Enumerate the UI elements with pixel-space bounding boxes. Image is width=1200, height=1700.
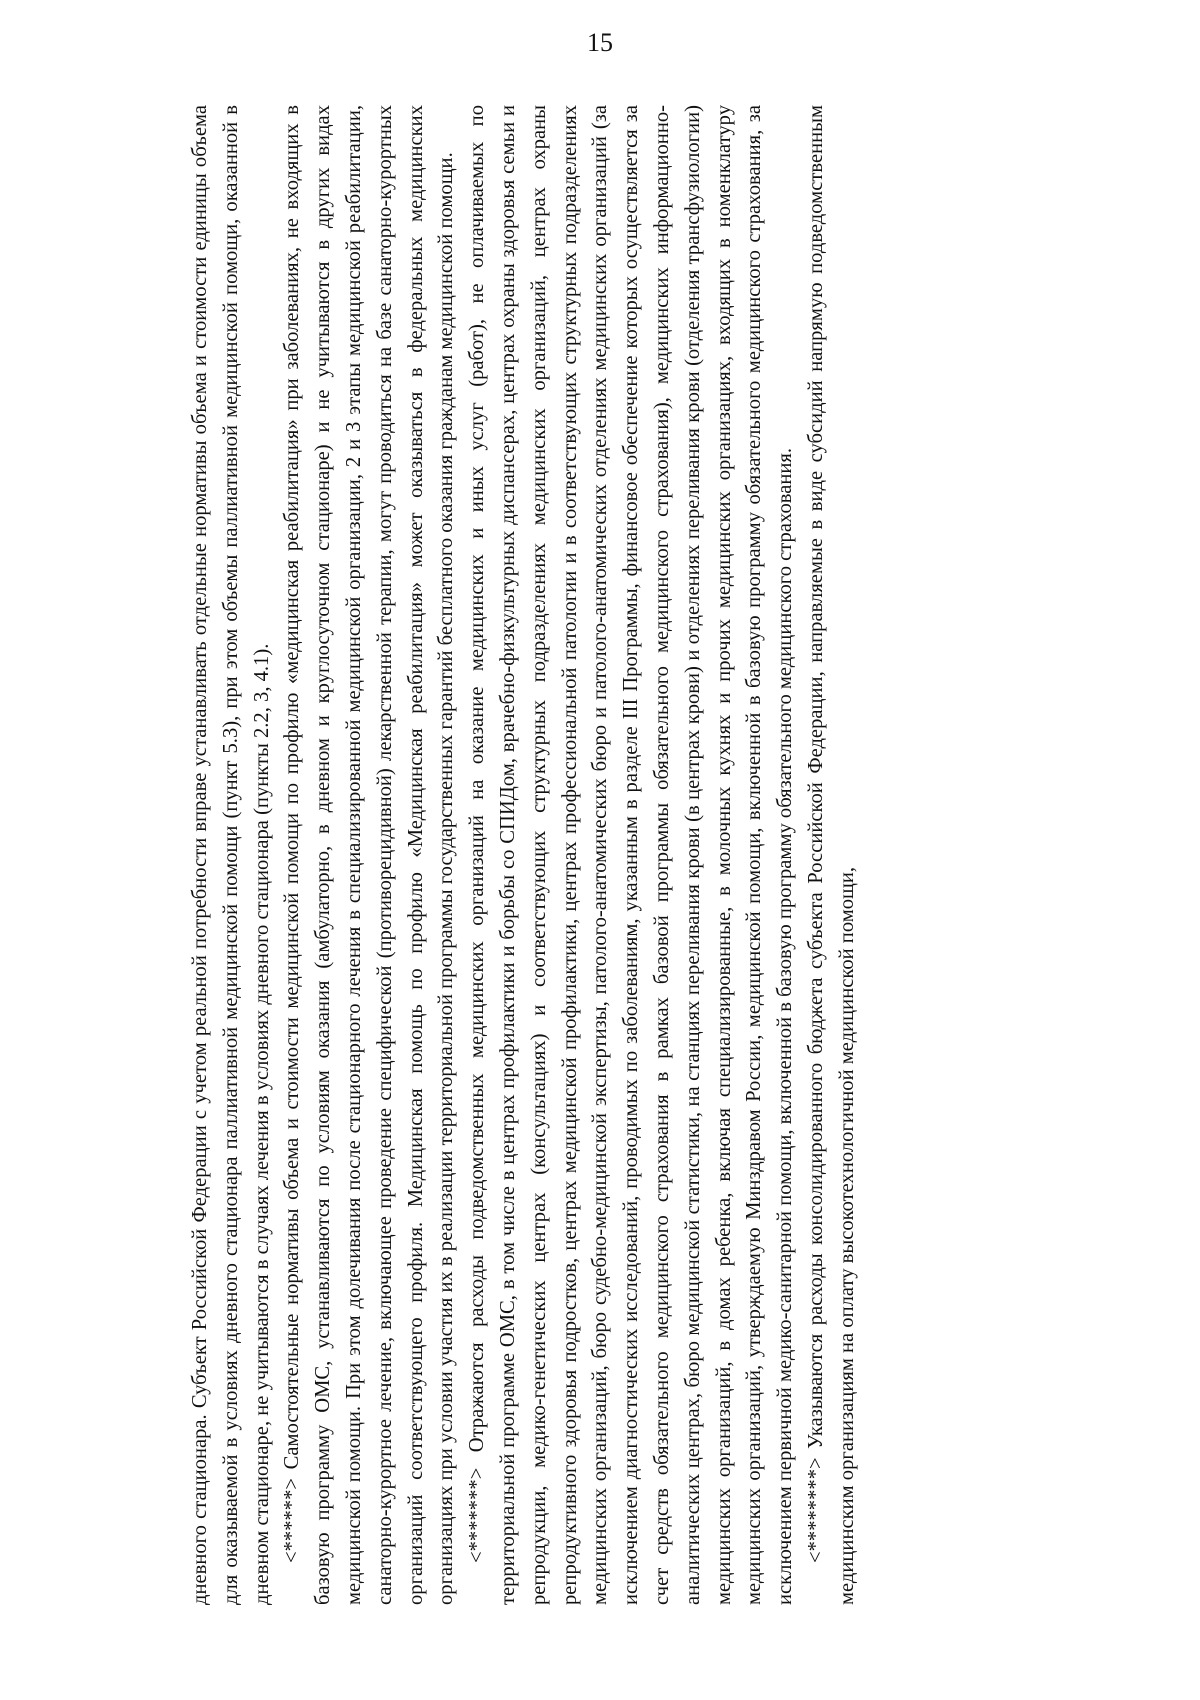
rotated-text-block (185, 105, 863, 1605)
page-number: 15 (587, 28, 613, 57)
footnote-subsidies: <********> Указываются расходы консолидированного бюджета субъекта Российской Федерации, направляемые в виде субсидий напрямую подведомственным медицинским организациям на оплату высокотехнологичной медицинской помощи, (804, 105, 858, 1605)
paragraph-day-hospital: дневного стационара. Субъект Российской Федерации с учетом реальной потребности вправе устанавливать отдельные нормативы объема и стоимости единицы объема для оказываемой в условиях дневного стационара паллиативной медицинской помощи (пункт 5.3), при этом объемы паллиативной медицинской помощи, оказанной в дневном стационаре, не учитываются в случаях лечения в условиях дневного стационара (пункты 2.2, 3, 4.1). (189, 105, 273, 1605)
footnote-subordinate-organizations: <*******> Отражаются расходы подведомственных медицинских организаций на оказание медицинских и иных услуг (работ), не оплачиваемых по территориальной программе ОМС, в том числе в центрах профилактики и борьбы со СПИДом, врачебно-физкультурных диспансерах, центрах охраны здоровья семьи и репродукции, медико-генетических центрах (консультациях) и соответствующих структурных подразделениях медицинских организаций, центрах охраны репродуктивного здоровья подростков, центрах медицинской профилактики, центрах профессиональной патологии и в соответствующих структурных подразделениях медицинских организаций, бюро судебно-медицинской экспертизы, патолого-анатомических бюро и патолого-анатомических отделениях медицинских организаций (за исключением диагностических исследований, проводимых по заболеваниям, указанным в разделе III Программы, финансовое обеспечение которых осуществляется за счет средств обязательного медицинского страхования в рамках базовой программы обязательного медицинского страхования), медицинских информационно-аналитических центрах, бюро медицинской статистики, на станциях переливания крови (в центрах крови) и отделениях переливания крови (отделения трансфузиологии) медицинских организаций, в домах ребенка, включая специализированные, в молочных кухнях и прочих медицинских организациях, входящих в номенклатуру медицинских организаций, утверждаемую Минздравом России, медицинской помощи, включенной в базовую программу обязательного медицинского страхования, за исключением первичной медико-санитарной помощи, включенной в базовую программу обязательного медицинского страхования. (466, 105, 797, 1605)
footnote-rehabilitation: <******> Самостоятельные нормативы объема и стоимости медицинской помощи по профилю «медицинская реабилитация» при заболеваниях, не входящих в базовую программу ОМС, устанавливаются по условиям оказания (амбулаторно, в дневном и круглосуточном стационаре) и не учитываются в других видах медицинской помощи. При этом долечивания после стационарного лечения в специализированной медицинской организации, 2 и 3 этапы медицинской реабилитации, санаторно-курортное лечение, включающее проведение специфической (противорецидивной) лекарственной терапии, могут проводиться на базе санаторно-курортных организаций соответствующего профиля. Медицинская помощь по профилю «Медицинская реабилитация» может оказываться в федеральных медицинских организациях при условии участия их в реализации территориальной программы государственных гарантий бесплатного оказания гражданам медицинской помощи. (281, 105, 458, 1605)
